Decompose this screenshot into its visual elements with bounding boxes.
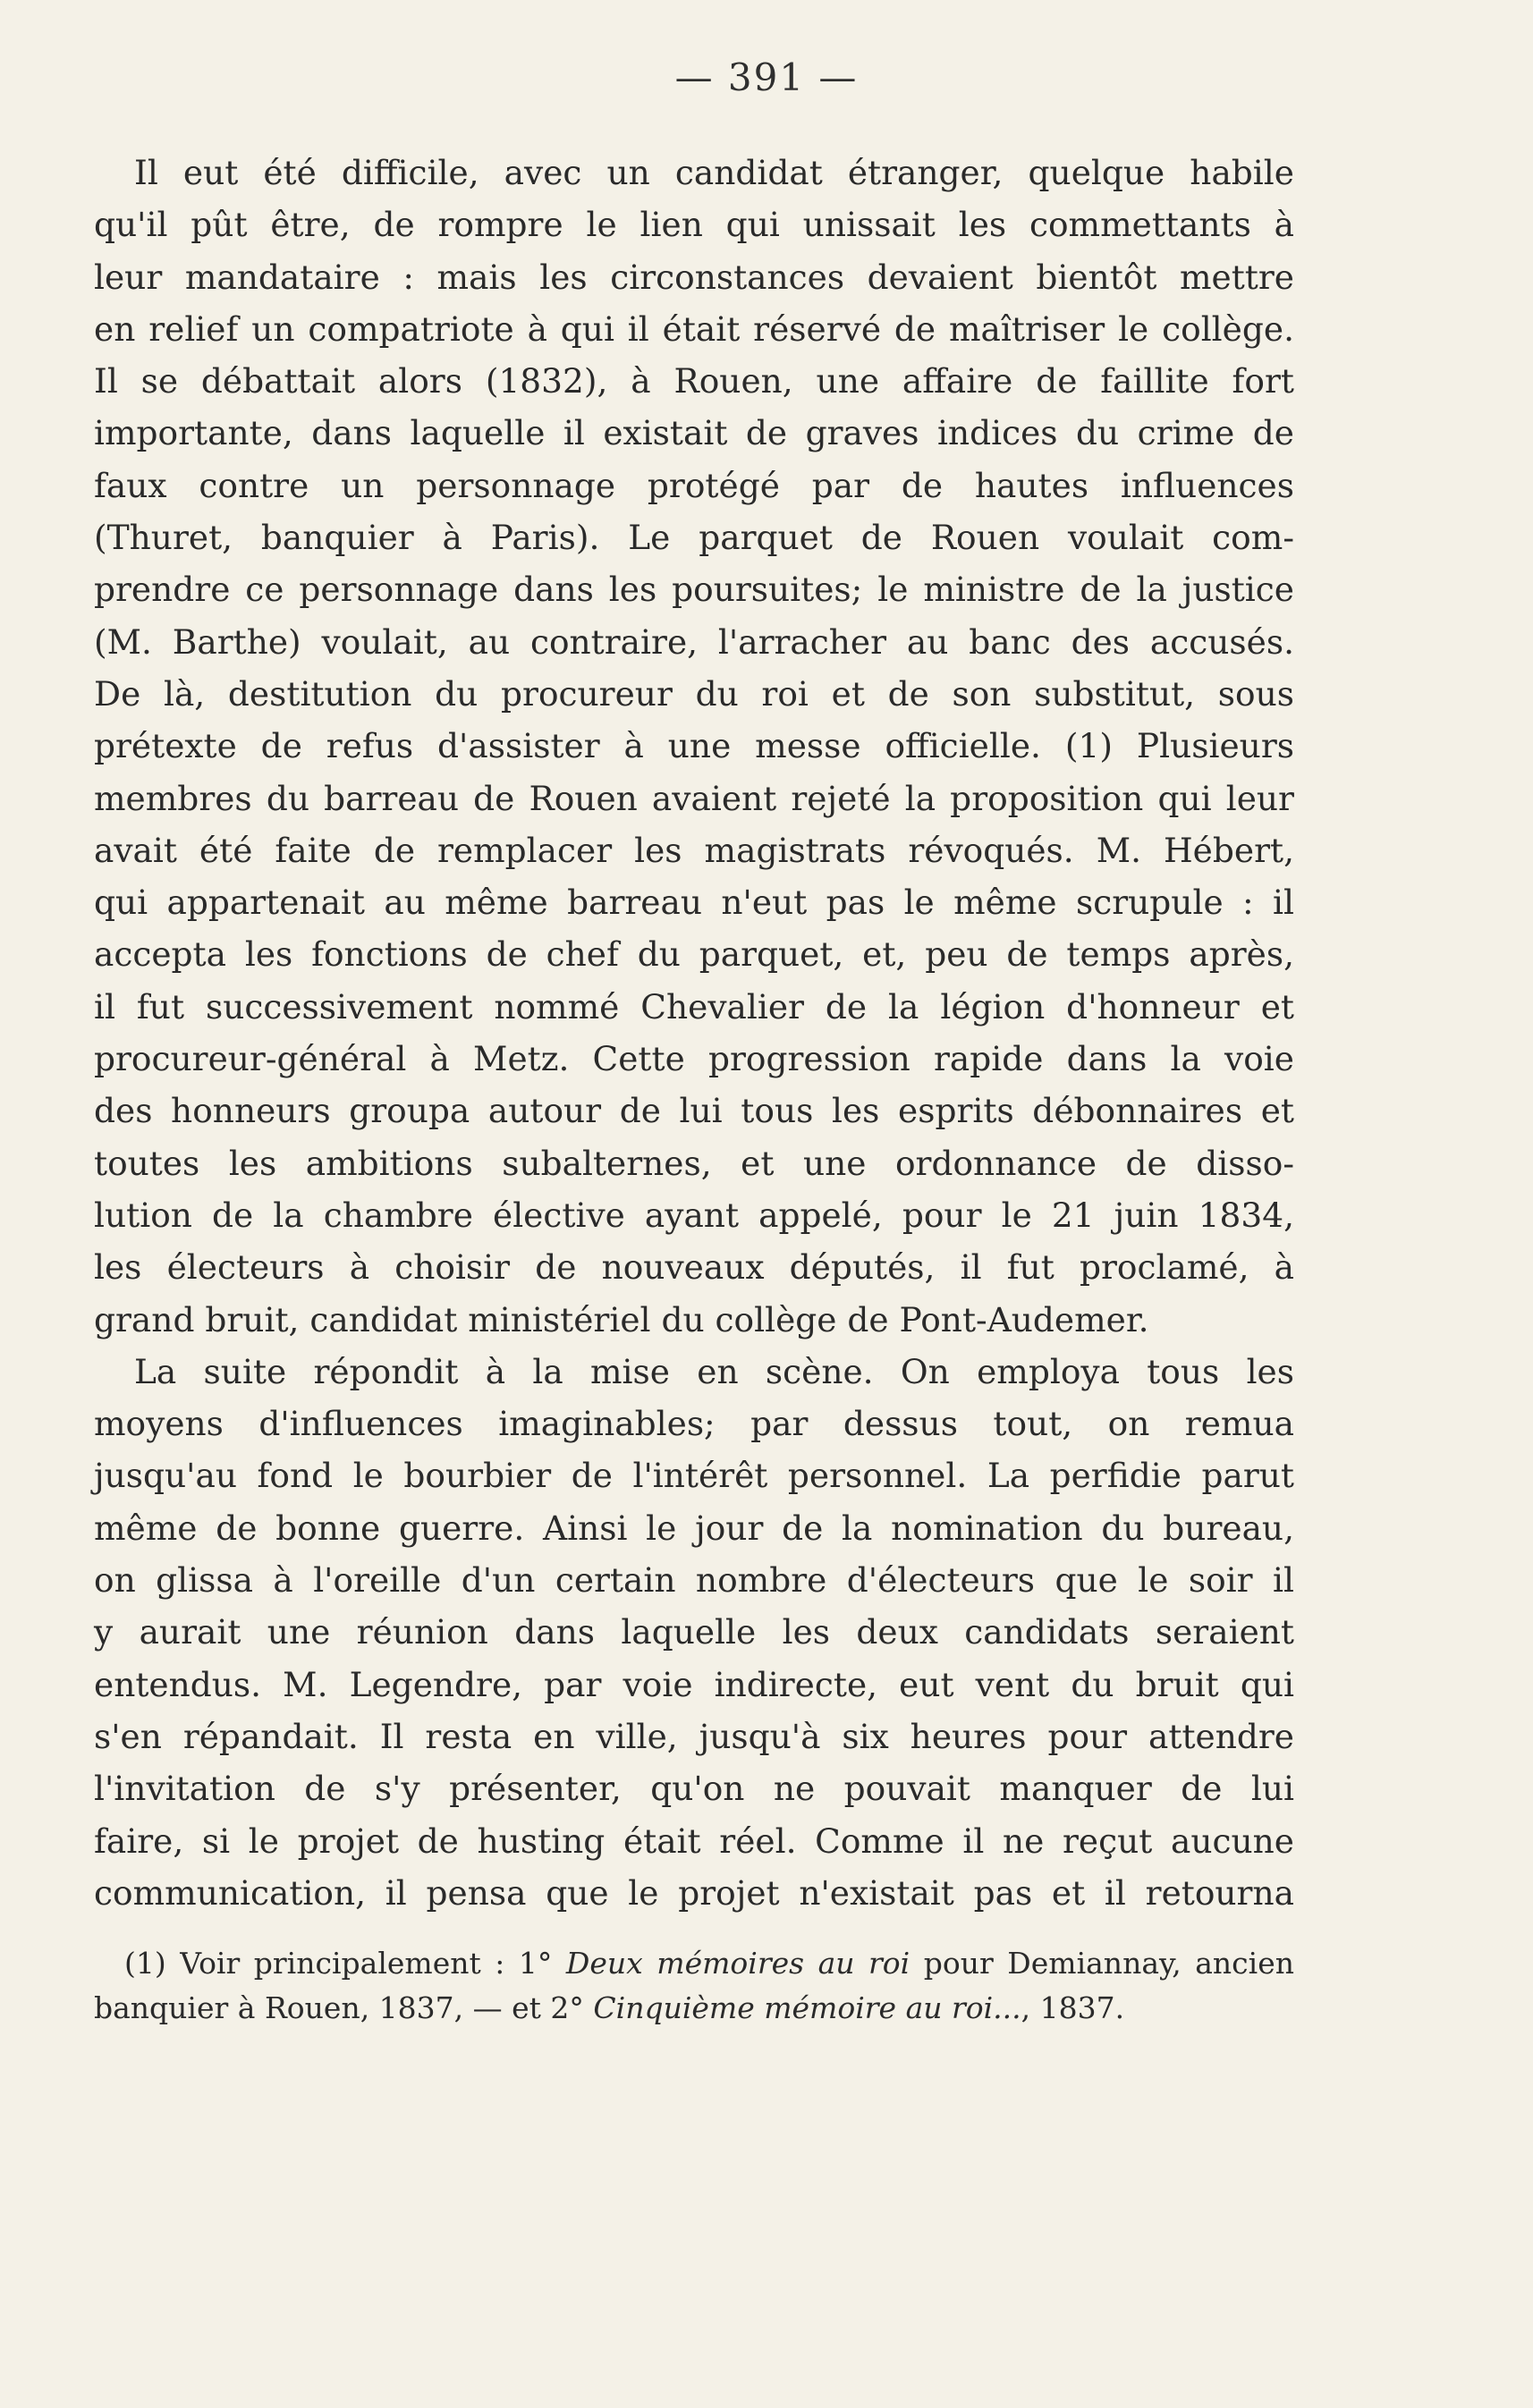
body-line: il fut successivement nommé Chevalier de la légion d'honneur et — [94, 986, 1294, 1027]
body-line: La suite répondit à la mise en scène. On employa tous les — [134, 1351, 1294, 1391]
body-line: jusqu'au fond le bourbier de l'intérêt personnel. La perfidie parut — [94, 1456, 1294, 1496]
body-line: qui appartenait au même barreau n'eut pas le même scrupule : il — [94, 883, 1294, 923]
body-line: communication, il pensa que le projet n'existait pas et il retourna — [94, 1872, 1294, 1913]
body-line: lution de la chambre élective ayant appelé, pour le 21 juin 1834, — [94, 1195, 1294, 1235]
body-line: leur mandataire : mais les circonstances devaient bientôt mettre — [94, 257, 1294, 297]
body-line: Il se débattait alors (1832), à Rouen, une affaire de faillite fort — [94, 361, 1294, 401]
body-line: prendre ce personnage dans les poursuites; le ministre de la justice — [94, 570, 1294, 610]
body-line: des honneurs groupa autour de lui tous les esprits débonnaires et — [94, 1091, 1294, 1131]
body-line: avait été faite de remplacer les magistrats révoqués. M. Hébert, — [94, 830, 1294, 870]
footnote-text: banquier à Rouen, 1837, — et 2° — [94, 1990, 584, 2025]
footnote-text: pour Demiannay, ancien — [923, 1946, 1295, 1981]
body-line: membres du barreau de Rouen avaient rejeté la proposition qui leur — [94, 778, 1294, 818]
footnote-title: Cinquième mémoire au roi... — [593, 1990, 1021, 2025]
body-line: entendus. M. Legendre, par voie indirecte, eut vent du bruit qui — [94, 1664, 1294, 1704]
body-line: moyens d'influences imaginables; par dessus tout, on remua — [94, 1404, 1294, 1444]
footnote-line — [94, 1986, 1294, 2031]
body-text — [94, 147, 1294, 1919]
footnote-title: Deux mémoires au roi — [565, 1946, 910, 1981]
body-line: procureur-général à Metz. Cette progression rapide dans la voie — [94, 1039, 1294, 1079]
body-line: s'en répandait. Il resta en ville, jusqu'à six heures pour attendre — [94, 1716, 1294, 1756]
body-line: en relief un compatriote à qui il était réservé de maîtriser le collège. — [94, 308, 1294, 349]
footnote-text: , 1837. — [1021, 1990, 1125, 2025]
page-number: — 391 — — [674, 55, 859, 99]
body-line: De là, destitution du procureur du roi et de son substitut, sous — [94, 673, 1294, 714]
footnote-line — [94, 1941, 1294, 1986]
body-line: grand bruit, candidat ministériel du collège de Pont-Audemer. — [94, 1299, 1149, 1339]
body-line: faux contre un personnage protégé par de hautes influences — [94, 465, 1294, 505]
body-line: (Thuret, banquier à Paris). Le parquet de Rouen voulait com- — [94, 518, 1294, 558]
body-line: qu'il pût être, de rompre le lien qui unissait les commettants à — [94, 205, 1294, 245]
body-line: Il eut été difficile, avec un candidat étranger, quelque habile — [134, 153, 1294, 192]
footnote — [94, 1941, 1294, 2031]
body-line: accepta les fonctions de chef du parquet, et, peu de temps après, — [94, 934, 1294, 975]
body-line: l'invitation de s'y présenter, qu'on ne pouvait manquer de lui — [94, 1769, 1294, 1809]
body-line: importante, dans laquelle il existait de graves indices du crime de — [94, 413, 1294, 453]
body-line: y aurait une réunion dans laquelle les deux candidats seraient — [94, 1612, 1294, 1652]
body-line: (M. Barthe) voulait, au contraire, l'arracher au banc des accusés. — [94, 621, 1294, 662]
body-line: on glissa à l'oreille d'un certain nombre d'électeurs que le soir il — [94, 1560, 1294, 1601]
footnote-text: (1) Voir principalement : 1° — [124, 1946, 553, 1981]
body-line: toutes les ambitions subalternes, et une ordonnance de disso- — [94, 1143, 1294, 1183]
body-line: même de bonne guerre. Ainsi le jour de la nomination du bureau, — [94, 1508, 1294, 1548]
body-line: les électeurs à choisir de nouveaux députés, il fut proclamé, à — [94, 1247, 1294, 1288]
body-line: prétexte de refus d'assister à une messe officielle. (1) Plusieurs — [94, 726, 1294, 766]
body-line: faire, si le projet de husting était réel. Comme il ne reçut aucune — [94, 1821, 1294, 1861]
